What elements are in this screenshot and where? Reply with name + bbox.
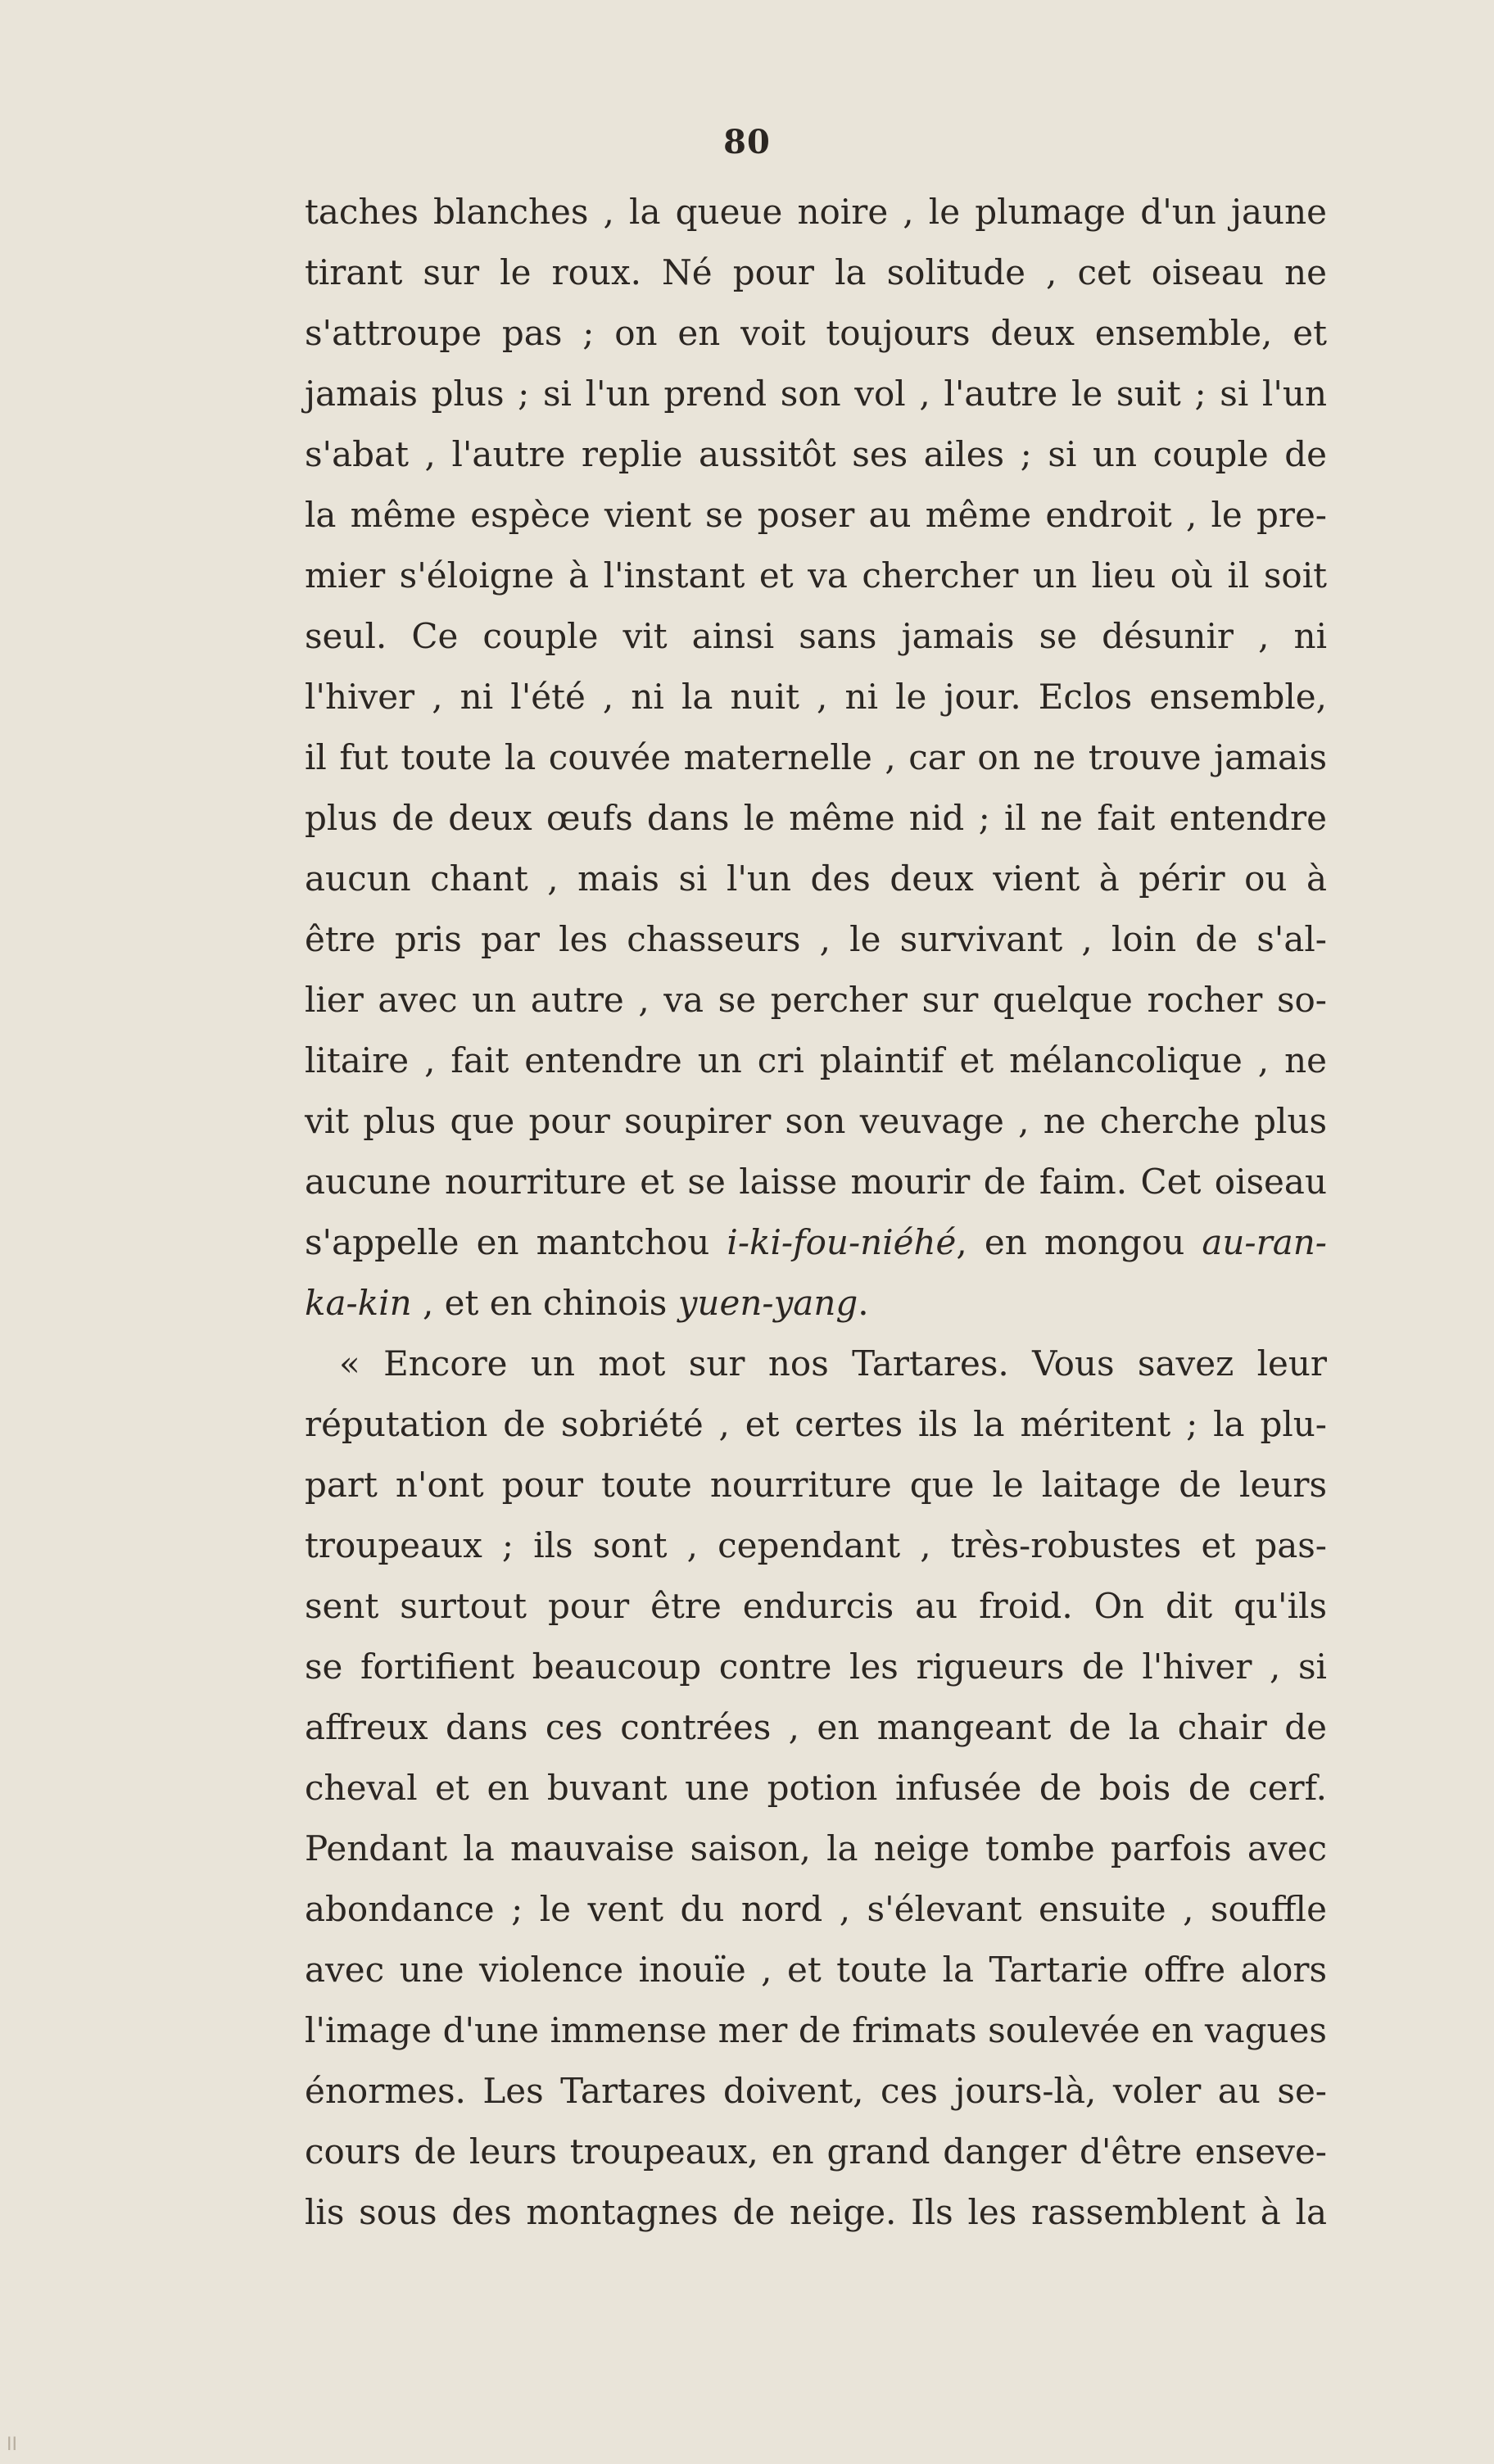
text-line: avec une violence inouïe , et toute la Tartarie offre alors	[305, 1950, 1327, 1990]
text-segment: .	[858, 1283, 869, 1323]
scan-edge-mark: II	[7, 2435, 17, 2455]
text-line: s'abat , l'autre replie aussitôt ses ailes ; si un couple de	[305, 434, 1327, 474]
text-line: aucun chant , mais si l'un des deux vient à périr ou à	[305, 858, 1327, 899]
text-line-with-italics	[305, 1273, 1327, 1334]
text-line: affreux dans ces contrées , en mangeant de la chair de	[305, 1707, 1327, 1747]
body-text	[305, 182, 1327, 2243]
text-line: plus de deux œufs dans le même nid ; il ne fait entendre	[305, 798, 1327, 838]
paragraph-start-line: « Encore un mot sur nos Tartares. Vous savez leur	[339, 1343, 1327, 1384]
text-line: l'hiver , ni l'été , ni la nuit , ni le jour. Eclos ensemble,	[305, 677, 1327, 717]
page-number: 80	[723, 123, 771, 161]
manchu-term: i-ki-fou-niéhé	[727, 1222, 957, 1262]
text-line: Pendant la mauvaise saison, la neige tombe parfois avec	[305, 1828, 1327, 1868]
mongol-term-start: au-ran-	[1202, 1222, 1327, 1262]
text-line: taches blanches , la queue noire , le plumage d'un jaune	[305, 192, 1327, 232]
text-line: réputation de sobriété , et certes ils la méritent ; la plu-	[305, 1404, 1327, 1444]
chinese-term: yuen-yang	[677, 1283, 858, 1323]
text-line: se fortifient beaucoup contre les rigueurs de l'hiver , si	[305, 1646, 1327, 1687]
text-line: mier s'éloigne à l'instant et va chercher un lieu où il soit	[305, 555, 1327, 596]
text-line: vit plus que pour soupirer son veuvage , ne cherche plus	[305, 1101, 1327, 1141]
text-line: troupeaux ; ils sont , cependant , très-robustes et pas-	[305, 1525, 1327, 1565]
text-line-with-italics	[305, 1212, 1327, 1273]
text-line: lier avec un autre , va se percher sur quelque rocher so-	[305, 980, 1327, 1020]
text-line: sent surtout pour être endurcis au froid. On dit qu'ils	[305, 1586, 1327, 1626]
text-line: cheval et en buvant une potion infusée de bois de cerf.	[305, 1768, 1327, 1808]
text-line: lis sous des montagnes de neige. Ils les rassemblent à la	[305, 2192, 1327, 2232]
text-line: litaire , fait entendre un cri plaintif et mélancolique , ne	[305, 1040, 1327, 1080]
text-line: il fut toute la couvée maternelle , car on ne trouve jamais	[305, 737, 1327, 777]
mongol-term-end: ka-kin	[305, 1283, 412, 1323]
text-line: jamais plus ; si l'un prend son vol , l'autre le suit ; si l'un	[305, 374, 1327, 414]
text-line: aucune nourriture et se laisse mourir de faim. Cet oiseau	[305, 1162, 1327, 1202]
text-segment: , en mongou	[956, 1222, 1202, 1262]
text-line: l'image d'une immense mer de frimats soulevée en vagues	[305, 2010, 1327, 2050]
text-line: énormes. Les Tartares doivent, ces jours-là, voler au se-	[305, 2071, 1327, 2111]
text-line: cours de leurs troupeaux, en grand danger d'être enseve-	[305, 2131, 1327, 2172]
text-line: abondance ; le vent du nord , s'élevant ensuite , souffle	[305, 1889, 1327, 1929]
text-line: la même espèce vient se poser au même endroit , le pre-	[305, 495, 1327, 535]
text-line: s'attroupe pas ; on en voit toujours deux ensemble, et	[305, 313, 1327, 353]
text-segment: , et en chinois	[411, 1283, 678, 1323]
text-line: être pris par les chasseurs , le survivant , loin de s'al-	[305, 919, 1327, 959]
text-segment: s'appelle en mantchou	[305, 1222, 727, 1262]
text-line: tirant sur le roux. Né pour la solitude , cet oiseau ne	[305, 252, 1327, 292]
text-line: seul. Ce couple vit ainsi sans jamais se désunir , ni	[305, 616, 1327, 656]
text-line: part n'ont pour toute nourriture que le laitage de leurs	[305, 1465, 1327, 1505]
